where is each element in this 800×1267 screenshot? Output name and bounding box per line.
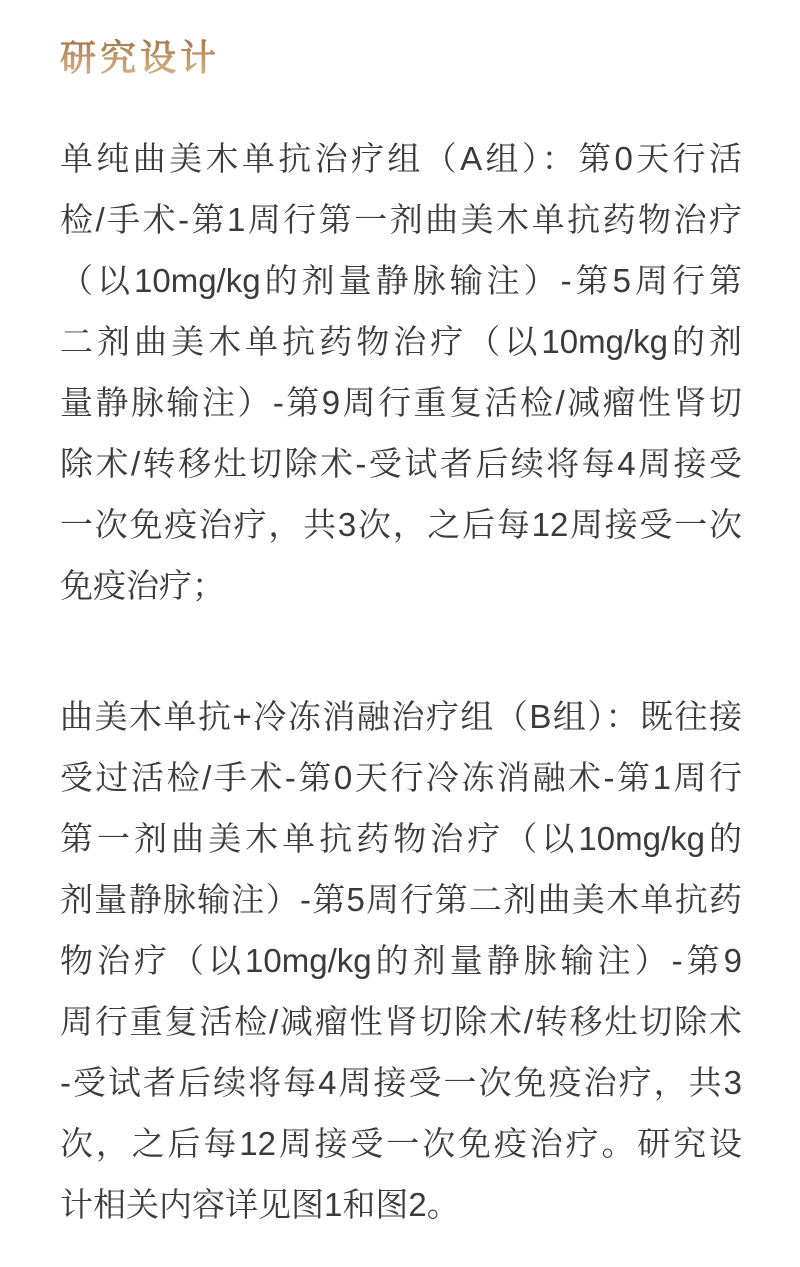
text-line: 曲美木单抗+冷冻消融治疗组（B组）：既往接 xyxy=(60,698,742,735)
text-line: 受过活检/手术-第0天行冷冻消融术-第1周行 xyxy=(60,759,742,796)
text-line: 免疫治疗； xyxy=(60,567,225,604)
paragraph-group-a xyxy=(60,128,742,616)
text-line: 检/手术-第1周行第一剂曲美木单抗药物治疗 xyxy=(60,201,742,238)
text-line: （以10mg/kg的剂量静脉输注）-第5周行第 xyxy=(60,262,742,299)
text-line: 次，之后每12周接受一次免疫治疗。研究设 xyxy=(60,1125,742,1162)
text-line: 除术/转移灶切除术-受试者后续将每4周接受 xyxy=(60,445,742,482)
text-line: 量静脉输注）-第9周行重复活检/减瘤性肾切 xyxy=(60,384,742,421)
text-line: 剂量静脉输注）-第5周行第二剂曲美木单抗药 xyxy=(60,881,742,918)
text-line: 周行重复活检/减瘤性肾切除术/转移灶切除术 xyxy=(60,1003,742,1040)
paragraph-group-b xyxy=(60,686,742,1235)
text-line: 单纯曲美木单抗治疗组（A组）：第0天行活 xyxy=(60,140,742,177)
section-title: 研究设计 xyxy=(60,37,221,79)
text-line: 物治疗（以10mg/kg的剂量静脉输注）-第9 xyxy=(60,942,742,979)
text-line: 第一剂曲美木单抗药物治疗（以10mg/kg的 xyxy=(60,820,742,857)
text-line: -受试者后续将每4周接受一次免疫治疗，共3 xyxy=(60,1064,742,1101)
text-line: 一次免疫治疗，共3次，之后每12周接受一次 xyxy=(60,506,742,543)
text-line: 计相关内容详见图1和图2。 xyxy=(60,1186,460,1223)
text-line: 二剂曲美木单抗药物治疗（以10mg/kg的剂 xyxy=(60,323,742,360)
